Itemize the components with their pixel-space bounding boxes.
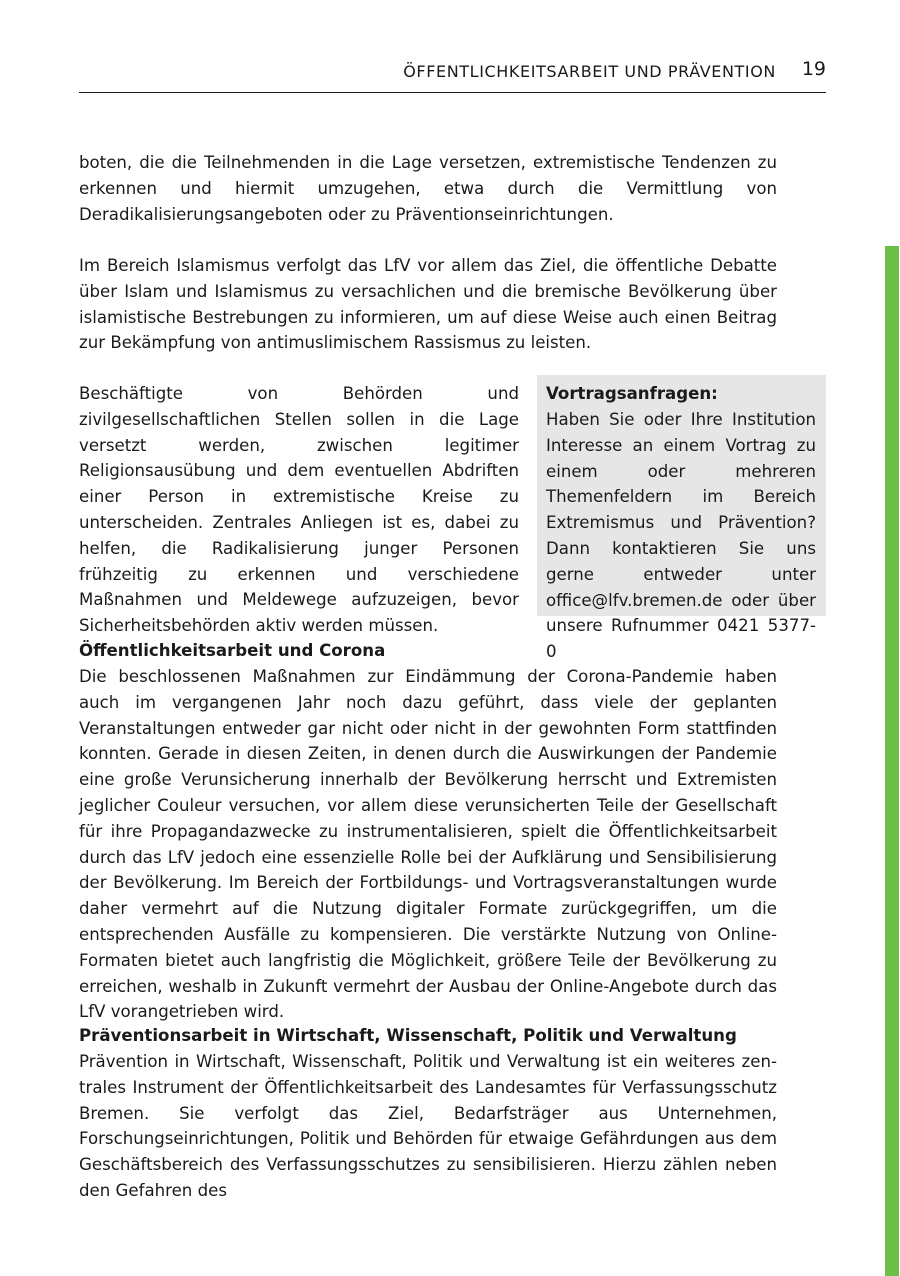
page-number: 19 — [801, 58, 826, 80]
chapter-accent-bar — [885, 246, 899, 1276]
lecture-request-text: Haben Sie oder Ihre Institution Interesse an einem Vortrag zu einem oder mehreren Themenfeldern im Bereich Extremismus und Prävention? Dann kontaktieren Sie uns gerne entweder unter office@lfv.bremen.de oder über unsere Rufnummer 0421 5377-0 — [546, 410, 816, 662]
paragraph-deradicalization: boten, die die Teilnehmenden in die Lage versetzen, extremistische Tendenzen zu erkennen und hiermit umzugehen, etwa durch die Vermittlung von Deradikalisierungsangeboten oder zu Präventionseinrichtungen. — [79, 153, 777, 224]
lecture-request-box — [537, 375, 826, 662]
paragraph-corona: Die beschlossenen Maßnahmen zur Eindämmung der Corona-Pandemie haben auch im vergangenen Jahr noch dazu geführt, dass viele der geplanten Veranstaltungen entweder gar nicht oder nicht in der gewohnten Form stattfinden konnten. Gerade in diesen Zeiten, in denen durch die Auswirkungen der Pandemie eine große Verunsicherung innerhalb der Bevölkerung herrscht und Extremisten jeglicher Couleur versuchen, vor allem diese verunsicherten Teile der Gesellschaft für ihre Propagandazwecke zu instrumentalisieren, spielt die Öffentlichkeitsarbeit durch das LfV jedoch eine essenzielle Rolle bei der Aufklärung und Sensibilisierung der Bevölkerung. Im Bereich der Fortbildungs- und Vortragsveranstaltungen wurde daher vermehrt auf die Nutzung digitaler Formate zurückgegriffen, um die entsprechenden Ausfälle zu kompensieren. Die verstärkte Nutzung von Online-Formaten bietet auch langfristig die Möglichkeit, größere Teile der Bevölkerung zu erreichen, weshalb in Zukunft vermehrt der Ausbau der Online-Angebote durch das LfV vorangetrieben wird. — [79, 667, 777, 1022]
running-header — [79, 58, 826, 93]
running-title: ÖFFENTLICHKEITSARBEIT UND PRÄVENTION — [403, 62, 776, 81]
heading-prevention: Präventionsarbeit in Wirtschaft, Wissenschaft, Politik und Verwaltung — [79, 1026, 737, 1045]
paragraph-prevention: Prävention in Wirtschaft, Wissenschaft, Politik und Verwaltung ist ein weiteres zentrales Instrument der Öffentlichkeitsarbeit des Landesamtes für Verfassungsschutz Bremen. Sie verfolgt das Ziel, Bedarfsträger aus Unternehmen, Forschungseinrichtungen, Politik und Behörden für etwaige Gefährdungen aus dem Geschäftsbereich des Verfassungsschutzes zu sensibilisieren. Hierzu zählen neben den Gefahren des — [79, 1052, 777, 1200]
heading-corona: Öffentlichkeitsarbeit und Corona — [79, 641, 386, 660]
paragraph-islamism: Im Bereich Islamismus verfolgt das LfV vor allem das Ziel, die öffentliche Debatte über Islam und Islamismus zu versachlichen und die bremische Bevölkerung über islamistische Bestrebungen zu informieren, um auf diese Weise auch einen Beitrag zur Bekämpfung von antimuslimischem Rassismus zu leisten. — [79, 256, 777, 353]
paragraph-employees: Beschäftigte von Behörden und zivilgesellschaftlichen Stellen sollen in die Lage versetzt werden, zwischen legitimer Religionsausübung und dem eventuellen Abdriften einer Person in extremistische Kreise zu unterscheiden. Zentrales Anliegen ist es, dabei zu helfen, die Radikalisierung junger Personen frühzeitig zu erkennen und verschiedene Maßnahmen und Meldewege aufzuzeigen, bevor Sicherheitsbehörden aktiv werden müssen. — [79, 384, 519, 636]
lecture-request-title: Vortragsanfragen: — [546, 384, 718, 403]
